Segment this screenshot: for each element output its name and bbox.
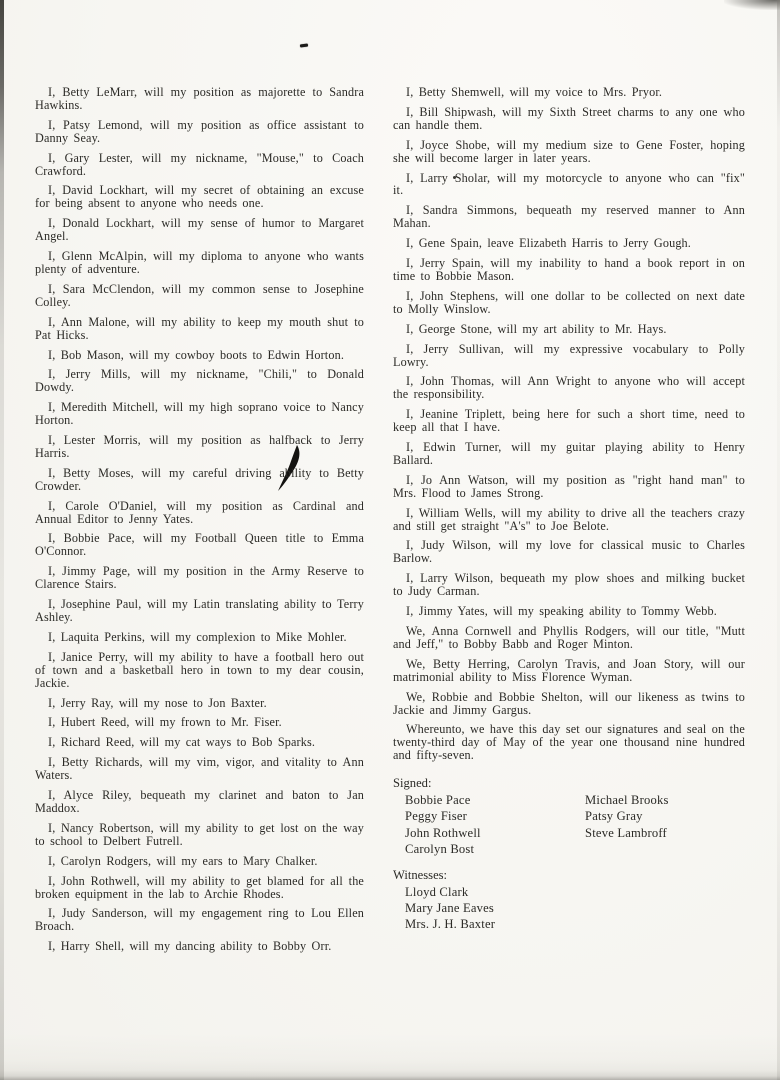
will-paragraph: I, Carole O'Daniel, will my position as Cardinal and Annual Editor to Jenny Yates. — [35, 498, 364, 526]
will-paragraph: I, Edwin Turner, will my guitar playing ability to Henry Ballard. — [393, 440, 745, 467]
will-paragraph: I, Joyce Shobe, will my medium size to Gene Foster, hoping she will become larger in later years. — [393, 137, 745, 165]
will-paragraph: I, Hubert Reed, will my frown to Mr. Fiser. — [48, 715, 282, 730]
will-paragraph: I, Josephine Paul, will my Latin translating ability to Terry Ashley. — [35, 597, 364, 624]
will-paragraph: I, Nancy Robertson, will my ability to get lost on the way to school to Delbert Futrell. — [35, 820, 364, 848]
will-paragraph: I, Bobbie Pace, will my Football Queen title to Emma O'Connor. — [35, 531, 364, 559]
scan-edge-top — [0, 0, 780, 3]
will-right-column — [393, 86, 745, 934]
signed-block — [393, 775, 745, 858]
will-paragraph: I, Judy Wilson, will my love for classical music to Charles Barlow. — [393, 538, 745, 566]
witnesses-label: Witnesses: — [393, 867, 448, 882]
will-paragraph: We, Anna Cornwell and Phyllis Rodgers, will our title, "Mutt and Jeff," to Bobby Babb and Roger Minton. — [393, 624, 745, 651]
will-paragraph: I, William Wells, will my ability to drive all the teachers crazy and still get straight "A's" to Joe Belote. — [393, 505, 745, 533]
will-paragraph: I, David Lockhart, will my secret of obtaining an excuse for being absent to anyone who needs one. — [35, 183, 364, 211]
witnesses-block — [393, 867, 745, 933]
signed-columns — [393, 793, 745, 858]
will-paragraph: I, Jerry Sullivan, will my expressive vocabulary to Polly Lowry. — [393, 341, 745, 369]
scan-edge-left — [0, 0, 4, 1080]
signed-name: Michael Brooks — [585, 793, 669, 808]
will-paragraph: I, Lester Morris, will my position as halfback to Jerry Harris. — [35, 433, 364, 460]
scan-edge-bottom — [0, 1034, 780, 1080]
will-paragraph: I, Judy Sanderson, will my engagement ring to Lou Ellen Broach. — [35, 906, 364, 934]
signed-name: Patsy Gray — [585, 809, 643, 824]
will-paragraph: I, Jimmy Page, will my position in the Army Reserve to Clarence Stairs. — [35, 564, 364, 592]
will-paragraph: I, Jerry Ray, will my nose to Jon Baxter. — [48, 695, 267, 710]
will-paragraph: I, Laquita Perkins, will my complexion to Mike Mohler. — [48, 629, 347, 644]
will-paragraph: I, Glenn McAlpin, will my diploma to anyone who wants plenty of adventure. — [35, 249, 364, 276]
will-paragraph: I, Betty Shemwell, will my voice to Mrs. Pryor. — [406, 85, 663, 99]
will-paragraph: I, Betty LeMarr, will my position as majorette to Sandra Hawkins. — [35, 85, 364, 112]
will-paragraph: I, Ann Malone, will my ability to keep my mouth shut to Pat Hicks. — [35, 314, 364, 342]
will-paragraph: I, Jerry Spain, will my inability to hand a book report in on time to Bobbie Mason. — [393, 256, 745, 283]
signed-names-column-1 — [393, 793, 573, 858]
signed-name: Carolyn Bost — [405, 841, 475, 856]
will-paragraph: I, George Stone, will my art ability to Mr. Hays. — [406, 321, 667, 336]
will-paragraph: I, Carolyn Rodgers, will my ears to Mary Chalker. — [48, 853, 318, 868]
signed-name: Bobbie Pace — [405, 793, 471, 808]
will-paragraph: I, Patsy Lemond, will my position as office assistant to Danny Seay. — [35, 117, 364, 145]
will-paragraph: I, Jeanine Triplett, being here for such a short time, need to keep all that I have. — [393, 407, 745, 435]
will-paragraph: I, Sara McClendon, will my common sense to Josephine Colley. — [35, 281, 364, 309]
signed-label: Signed: — [393, 776, 432, 791]
signed-name: Steve Lambroff — [585, 825, 667, 840]
will-paragraph: I, John Rothwell, will my ability to get blamed for all the broken equipment in the lab to Archie Rhodes. — [35, 873, 364, 901]
scan-corner-smudge — [724, 0, 780, 10]
will-paragraph: I, Jo Ann Watson, will my position as "right hand man" to Mrs. Flood to James Strong. — [393, 472, 745, 500]
will-paragraph: I, Richard Reed, will my cat ways to Bob Sparks. — [48, 735, 316, 750]
will-paragraph: I, Larry Wilson, bequeath my plow shoes and milking bucket to Judy Carman. — [393, 571, 745, 599]
will-paragraph: I, Gene Spain, leave Elizabeth Harris to Jerry Gough. — [406, 236, 692, 251]
will-paragraph: I, Harry Shell, will my dancing ability to Bobby Orr. — [48, 939, 332, 954]
will-paragraph: I, Larry Sholar, will my motorcycle to anyone who can "fix" it. — [393, 170, 745, 198]
will-paragraph: We, Betty Herring, Carolyn Travis, and Joan Story, will our matrimonial ability to Miss Florence Wyman. — [393, 656, 745, 684]
will-paragraph: I, Alyce Riley, bequeath my clarinet and baton to Jan Maddox. — [35, 788, 364, 815]
witness-names — [393, 885, 745, 933]
signed-names-column-2 — [573, 793, 669, 858]
will-paragraph: I, Betty Richards, will my vim, vigor, and vitality to Ann Waters. — [35, 755, 364, 783]
will-paragraph: I, Donald Lockhart, will my sense of humor to Margaret Angel. — [35, 216, 364, 244]
will-right-paragraphs — [393, 86, 745, 762]
will-paragraph: I, Gary Lester, will my nickname, "Mouse," to Coach Crawford. — [35, 150, 364, 178]
witness-name: Lloyd Clark — [405, 884, 469, 899]
will-paragraph: Whereunto, we have this day set our signatures and seal on the twenty-third day of May of the year one thousand nine hundred and fifty-seven. — [393, 722, 745, 763]
will-paragraph: I, Jerry Mills, will my nickname, "Chili," to Donald Dowdy. — [35, 367, 364, 395]
will-paragraph: I, Jimmy Yates, will my speaking ability to Tommy Webb. — [406, 604, 717, 619]
will-paragraph: I, John Stephens, will one dollar to be collected on next date to Molly Winslow. — [393, 288, 745, 316]
ink-mark-top — [300, 43, 308, 47]
will-paragraph: We, Robbie and Bobbie Shelton, will our likeness as twins to Jackie and Jimmy Gargus. — [393, 689, 745, 717]
witness-name: Mrs. J. H. Baxter — [405, 917, 496, 932]
signed-name: John Rothwell — [405, 825, 481, 840]
will-paragraph: I, John Thomas, will Ann Wright to anyone who will accept the responsibility. — [393, 374, 745, 402]
will-paragraph: I, Sandra Simmons, bequeath my reserved manner to Ann Mahan. — [393, 203, 745, 231]
witness-name: Mary Jane Eaves — [405, 901, 495, 916]
will-paragraph: I, Bill Shipwash, will my Sixth Street charms to any one who can handle them. — [393, 104, 745, 132]
will-paragraph: I, Meredith Mitchell, will my high soprano voice to Nancy Horton. — [35, 400, 364, 428]
signed-name: Peggy Fiser — [405, 809, 468, 824]
will-paragraph: I, Betty Moses, will my careful driving ability to Betty Crowder. — [35, 465, 364, 493]
will-paragraph: I, Janice Perry, will my ability to have a football hero out of town and a basketball hero in town to my dear cousin, Jackie. — [35, 649, 364, 690]
will-left-column — [35, 86, 364, 960]
will-paragraph: I, Bob Mason, will my cowboy boots to Edwin Horton. — [48, 347, 345, 362]
